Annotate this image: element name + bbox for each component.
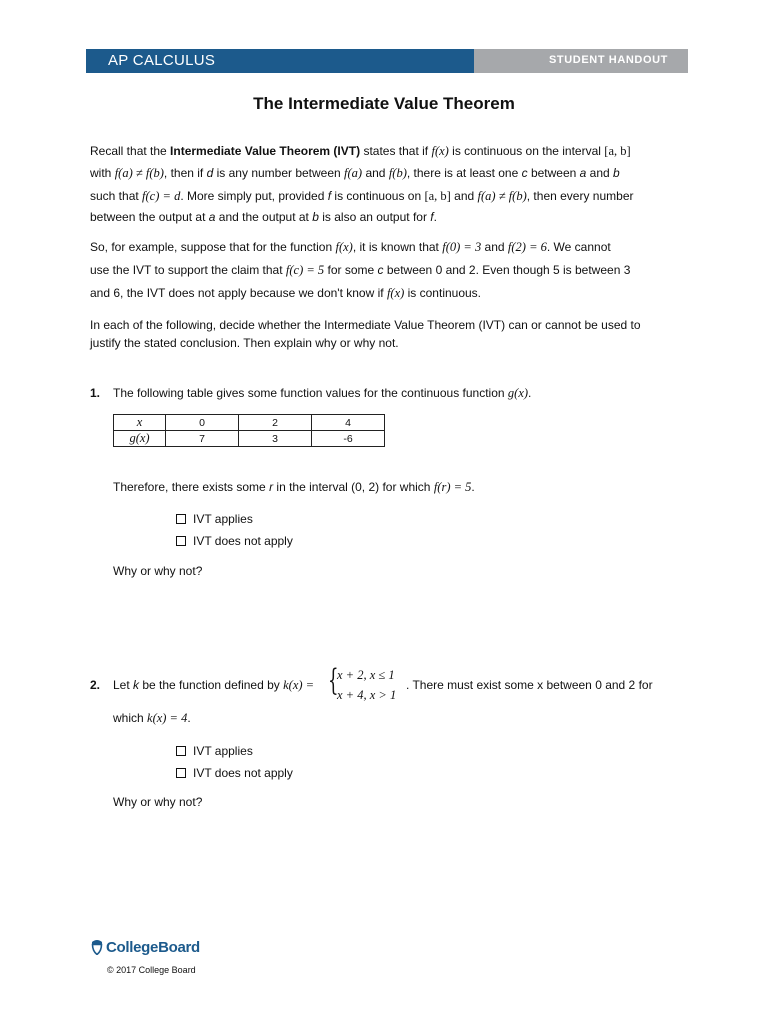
text: So, for example, suppose that for the function (90, 240, 336, 254)
table-cell: 4 (312, 415, 385, 431)
math: f(x) (386, 286, 405, 300)
math: f(a) (344, 166, 363, 180)
header-band-right (474, 49, 688, 73)
collegeboard-logo (90, 939, 200, 956)
checkbox[interactable] (176, 746, 186, 756)
text: . (433, 210, 437, 224)
piecewise-brace: { (328, 663, 339, 698)
option-label: IVT applies (193, 512, 253, 526)
example-line-3 (90, 286, 481, 301)
text: The following table gives some function values for the continuous function (113, 386, 508, 400)
text: . (471, 480, 475, 494)
text: . More simply put, provided (180, 189, 328, 203)
q2-why-prompt: Why or why not? (113, 795, 203, 809)
option-label: IVT does not apply (193, 534, 293, 548)
ivt-term: Intermediate Value Theorem (IVT) (170, 144, 361, 158)
text: for some (324, 263, 378, 277)
math: f(a) ≠ f(b) (114, 166, 164, 180)
math: f(2) = 6 (507, 240, 547, 254)
acorn-icon (90, 939, 104, 955)
math: f(0) = 3 (442, 240, 482, 254)
math: k(x) = (283, 678, 315, 692)
table-cell: 7 (166, 431, 239, 447)
question-2-number: 2. (90, 678, 101, 692)
text: and (450, 189, 478, 203)
logo-text: CollegeBoard (106, 939, 200, 956)
question-2-text-start (113, 678, 314, 693)
text: and (481, 240, 508, 254)
text: and the output at (215, 210, 313, 224)
text: between (527, 166, 580, 180)
math: f(r) = 5 (433, 480, 472, 494)
math: b (312, 210, 319, 224)
math: [a, b] (424, 189, 451, 203)
table-cell: -6 (312, 431, 385, 447)
text: use the IVT to support the claim that (90, 263, 286, 277)
math: f(x) (431, 144, 449, 158)
header-band-left (86, 49, 474, 73)
text: be the function defined by (139, 678, 284, 692)
q2-option-applies[interactable] (176, 744, 253, 758)
table-cell: 0 (166, 415, 239, 431)
text: is continuous on the interval (448, 144, 605, 158)
math: f (327, 189, 332, 203)
math: k (133, 678, 140, 692)
table-row (114, 415, 385, 431)
math: g(x) (507, 386, 529, 400)
text: between the output at (90, 210, 209, 224)
text: is also an output for (318, 210, 431, 224)
text: is any number between (213, 166, 345, 180)
math: [a, b] (604, 144, 631, 158)
checkbox[interactable] (176, 514, 186, 524)
text: and (586, 166, 614, 180)
table-cell: g(x) (114, 431, 166, 447)
course-title: AP CALCULUS (108, 52, 216, 69)
intro-line-4 (90, 210, 437, 224)
text: . We cannot (546, 240, 611, 254)
instructions-line-1: In each of the following, decide whether the Intermediate Value Theorem (IVT) can or cannot be used to (90, 318, 641, 332)
table-cell: 3 (239, 431, 312, 447)
copyright: © 2017 College Board (107, 965, 196, 975)
table-cell: 2 (239, 415, 312, 431)
q1-option-applies[interactable] (176, 512, 253, 526)
q2-option-not-apply[interactable] (176, 766, 293, 780)
question-1-conclusion (113, 480, 475, 495)
math: f(x) (335, 240, 353, 254)
page-title: The Intermediate Value Theorem (253, 94, 515, 113)
function-values-table (113, 414, 385, 447)
math: b (613, 166, 620, 180)
math: f(a) ≠ f(b) (477, 189, 527, 203)
instructions-line-2: justify the stated conclusion. Then explain why or why not. (90, 336, 399, 350)
math: d (206, 166, 214, 180)
question-1-number: 1. (90, 386, 101, 400)
checkbox[interactable] (176, 536, 186, 546)
text: in the interval (0, 2) for which (273, 480, 434, 494)
intro-line-1 (90, 144, 631, 159)
checkbox[interactable] (176, 768, 186, 778)
text: states that if (360, 144, 432, 158)
text: between 0 and 2. Even though 5 is between 3 (383, 263, 631, 277)
text: Therefore, there exists some (113, 480, 270, 494)
math: c (521, 166, 528, 180)
text: is continuous on (331, 189, 425, 203)
math: f(c) = d (142, 189, 181, 203)
text: Let (113, 678, 134, 692)
text: , there is at least one (406, 166, 522, 180)
text: which (113, 711, 148, 725)
text: such that (90, 189, 143, 203)
question-2-text-end: . There must exist some x between 0 and 2 for (406, 678, 653, 692)
text: . (187, 711, 191, 725)
table-cell: x (114, 415, 166, 431)
text: with (90, 166, 115, 180)
header-band (86, 49, 688, 73)
handout-label: STUDENT HANDOUT (549, 54, 668, 66)
question-1-text (113, 386, 531, 401)
question-2-line-2 (113, 711, 191, 726)
q1-why-prompt: Why or why not? (113, 564, 203, 578)
text: , it is known that (352, 240, 443, 254)
intro-line-2 (90, 166, 620, 181)
text: is continuous. (404, 286, 482, 300)
text: and 6, the IVT does not apply because we don't know if (90, 286, 387, 300)
q1-option-not-apply[interactable] (176, 534, 293, 548)
text: Recall that the (90, 144, 171, 158)
piecewise-case-1: x + 2, x ≤ 1 (337, 668, 395, 682)
math: f(b) (388, 166, 407, 180)
text: , then if (163, 166, 207, 180)
table-row (114, 431, 385, 447)
example-line-1 (90, 240, 611, 255)
math: f(c) = 5 (285, 263, 325, 277)
intro-line-3 (90, 189, 634, 204)
math: f (430, 210, 434, 224)
math: a (579, 166, 587, 180)
example-line-2 (90, 263, 630, 278)
math: k(x) = 4 (147, 711, 188, 725)
math: c (377, 263, 384, 277)
piecewise-case-2: x + 4, x > 1 (337, 688, 397, 702)
text: . (528, 386, 532, 400)
math: r (269, 480, 274, 494)
math: a (208, 210, 216, 224)
option-label: IVT applies (193, 744, 253, 758)
text: , then every number (526, 189, 634, 203)
text: and (362, 166, 389, 180)
option-label: IVT does not apply (193, 766, 293, 780)
